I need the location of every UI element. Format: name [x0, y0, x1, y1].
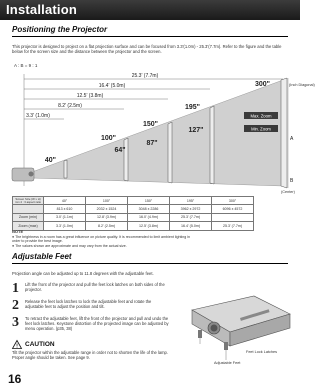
distance-label-4: 8.2' (2.5m)	[58, 103, 82, 109]
caution-text: Tilt the projector within the adjustable range in order not to shorten the life of the lamp. Proper angle should be taken. See page 9.	[12, 350, 168, 361]
screen-195	[210, 106, 214, 184]
table-cell: 6096 x 4572	[212, 205, 254, 213]
step-2	[12, 298, 172, 314]
adjustable-feet-intro: Projection angle can be adjusted up to 11.8 degrees with the adjustable feet.	[12, 271, 154, 276]
screen-100	[124, 138, 128, 181]
table-cell: 25.3' (7.7m)	[170, 213, 212, 221]
positioning-section-title: Positioning the Projector	[12, 25, 108, 34]
table-cell: 813 x 610	[44, 205, 86, 213]
projection-beam	[32, 80, 283, 186]
table-row	[13, 213, 254, 221]
size-300: 300"	[255, 81, 270, 88]
screen-150	[168, 122, 172, 183]
step-number: 3	[12, 315, 19, 330]
caution-title: CAUTION	[25, 341, 55, 348]
section-divider	[12, 263, 288, 264]
projector-feet-illustration	[184, 280, 296, 370]
min-zoom-label: Min. Zoom	[251, 126, 271, 132]
notes-block: NOTE ● The brightness in a room has a great influence on picture quality. It is recommended to limit ambient lighting in order to provide the best image. ● The values shown are approximate and may vary from the actual size.	[12, 229, 191, 248]
table-cell: 12.5' (3.8m)	[128, 222, 170, 230]
svg-text:!: !	[16, 343, 18, 350]
screen-size-table	[12, 196, 254, 231]
table-cell: 16.4' (5.0m)	[170, 222, 212, 230]
feet-lock-latches-label: Feet Lock Latches	[246, 350, 278, 354]
step-1	[12, 281, 172, 297]
step-3	[12, 315, 172, 337]
distance-label-2: 16.4' (5.0m)	[98, 83, 126, 89]
distance-label-3: 12.5' (3.8m)	[76, 93, 104, 99]
note-item: The values shown are approximate and may vary from the actual size.	[15, 243, 127, 248]
distance-label-1: 25.3' (7.7m)	[131, 73, 159, 79]
step-text: Lift the front of the projector and pull the feet lock latches on both sides of the projector.	[25, 282, 165, 293]
aspect-ratio-note: A : B = 9 : 1	[14, 63, 38, 68]
table-cell	[13, 205, 44, 213]
table-cell: 3.3' (1.0m)	[44, 222, 86, 230]
adjustable-feet-title: Adjustable Feet	[12, 252, 72, 261]
table-cell: 2032 x 1524	[86, 205, 128, 213]
page-title: Installation	[6, 2, 78, 17]
table-row	[13, 205, 254, 213]
table-cell: 100"	[86, 197, 128, 205]
table-cell: 3048 x 2286	[128, 205, 170, 213]
table-row	[13, 197, 254, 205]
size-40: 40"	[44, 157, 56, 164]
table-cell: 3962 x 2972	[170, 205, 212, 213]
step-number: 1	[12, 281, 19, 296]
table-cell: 40"	[44, 197, 86, 205]
table-cell: 195"	[170, 197, 212, 205]
table-cell: 300"	[212, 197, 254, 205]
size-127: 127"	[188, 127, 204, 134]
table-cell: 3.0' (1.1m)	[44, 213, 86, 221]
table-cell: Zoom (max)	[13, 222, 44, 230]
page-number: 16	[8, 372, 22, 386]
note-item: The brightness in a room has a great influence on picture quality. It is recommended to limit ambient lighting in order to provide the best image.	[12, 234, 191, 244]
warning-icon	[12, 340, 22, 349]
size-100: 100"	[101, 135, 116, 142]
table-cell: 150"	[128, 197, 170, 205]
size-150: 150"	[143, 121, 158, 128]
size-64: 64"	[114, 147, 126, 154]
step-text: Release the feet lock latches to lock the adjustable feet and rotate the adjustable feet to adjust the position and tilt.	[25, 299, 152, 310]
table-cell	[212, 213, 254, 221]
inch-diagonal-label: (Inch Diagonal)	[289, 83, 315, 87]
label-b: B	[290, 178, 294, 184]
table-cell: 25.3' (7.7m)	[212, 222, 254, 230]
size-195: 195"	[185, 104, 200, 111]
max-zoom-label: Max. Zoom	[250, 113, 272, 119]
page-header	[0, 0, 300, 20]
adjustable-feet-label: Adjustable Feet	[214, 361, 241, 365]
section-divider	[12, 36, 288, 37]
step-text: To retract the adjustable feet, lift the front of the projector and pull and undo the feet lock latches. Keystone distortion of the projected image can be adjusted by menu operation. (p35, 38)	[25, 316, 169, 332]
table-row	[13, 222, 254, 230]
table-cell: 12.8' (3.9m)	[86, 213, 128, 221]
size-87: 87"	[146, 140, 158, 147]
center-label: (Center)	[281, 190, 295, 194]
screen-40	[64, 160, 67, 178]
positioning-intro: This projector is designed to project on a flat projection surface and can be focused from 3.3'(1.0m) - 25.3'(7.7m). Refer to the figure and the table below for the screen size and the distance between the projector and the screen.	[12, 44, 282, 55]
distance-label-5: 3.3' (1.0m)	[26, 113, 50, 119]
note-title: NOTE	[12, 229, 24, 234]
screen-300	[281, 78, 287, 188]
table-cell: 8.2' (2.5m)	[86, 222, 128, 230]
table-cell: Screen Size (W x H) mm 4 : 3 aspect ratio	[13, 197, 44, 205]
table-cell: 16.0' (4.9m)	[128, 213, 170, 221]
label-a: A	[290, 136, 294, 142]
projection-diagram	[0, 68, 315, 194]
table-cell: Zoom (min)	[13, 213, 44, 221]
step-number: 2	[12, 298, 19, 313]
